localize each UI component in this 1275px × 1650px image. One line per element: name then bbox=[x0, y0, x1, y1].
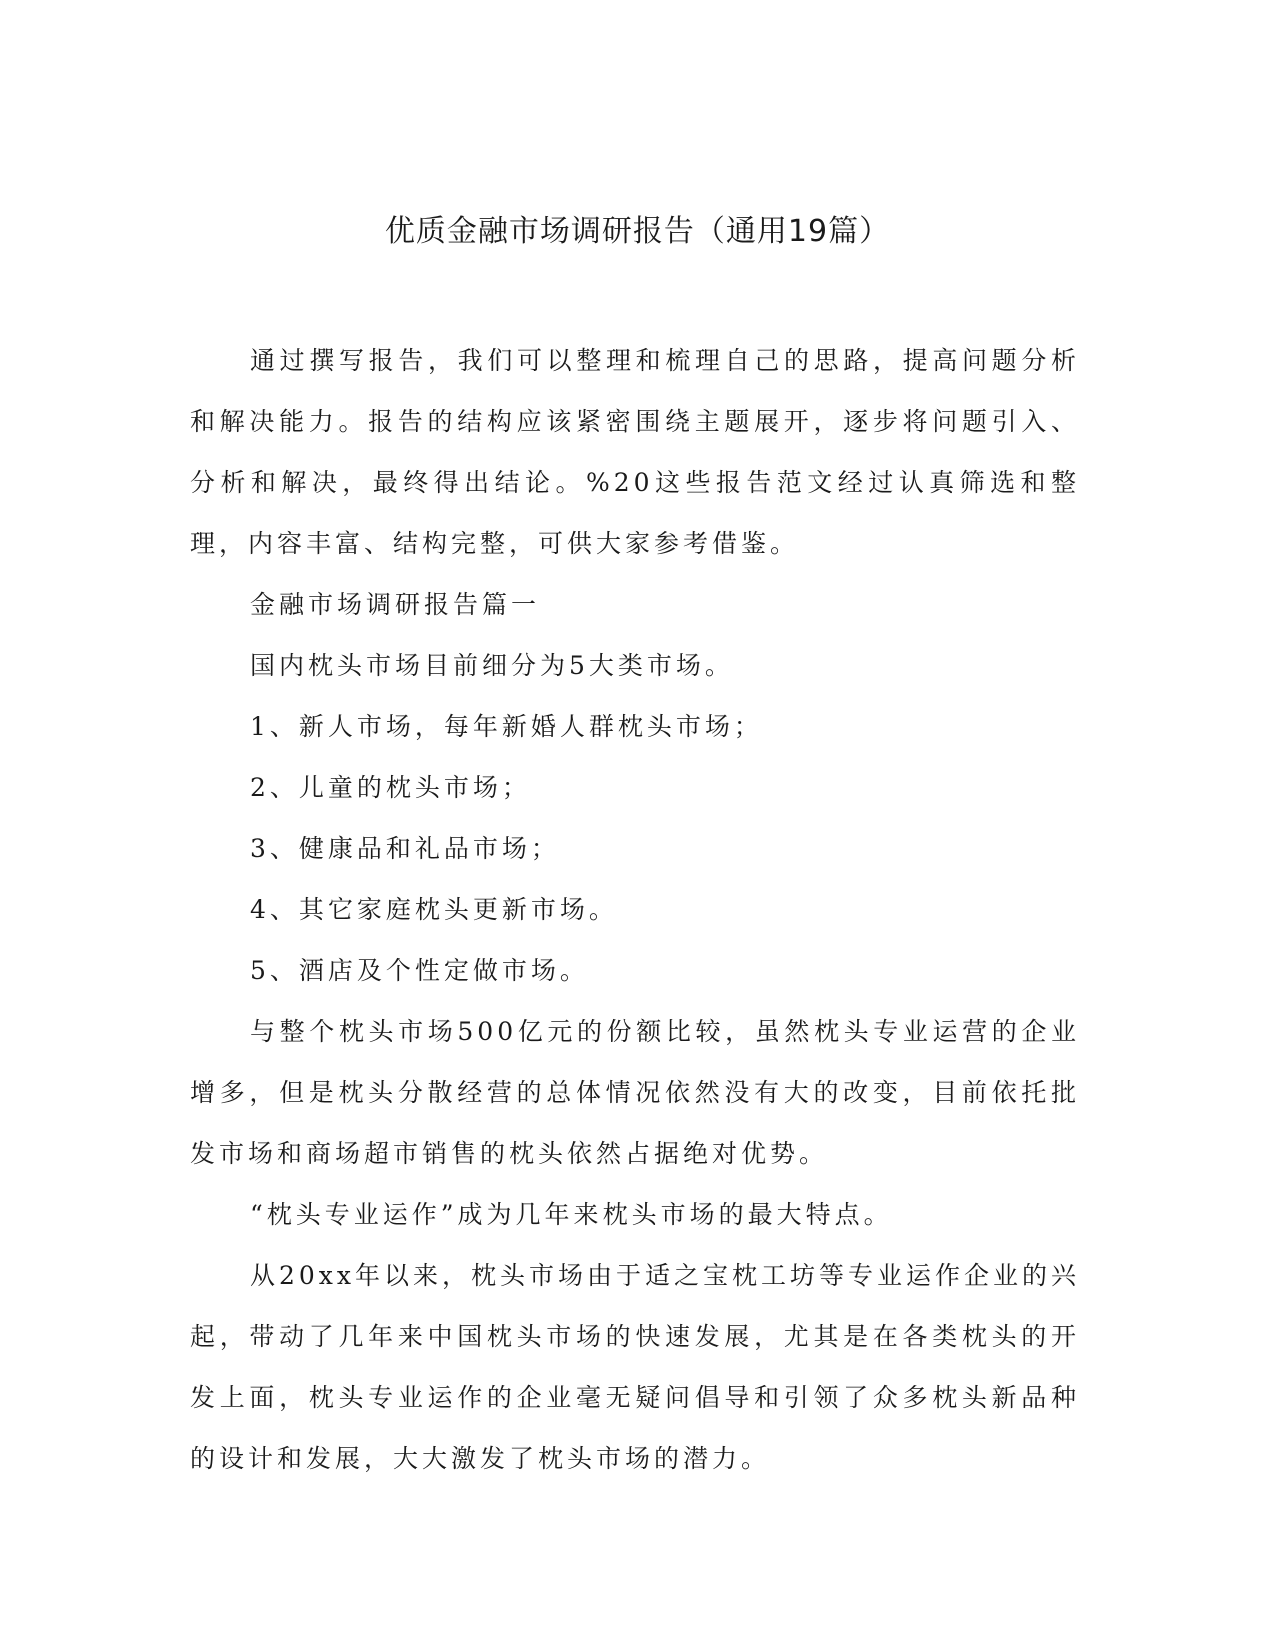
document-title: 优质金融市场调研报告（通用19篇） bbox=[384, 214, 891, 249]
market-share-paragraph: 与整个枕头市场500亿元的份额比较，虽然枕头专业运营的企业增多，但是枕头分散经营的总体情况依然没有大的改变，目前依托批发市场和商场超市销售的枕头依然占据绝对优势。 bbox=[190, 1017, 1080, 1168]
intro-paragraph: 通过撰写报告，我们可以整理和梳理自己的思路，提高问题分析和解决能力。报告的结构应该紧密围绕主题展开，逐步将问题引入、分析和解决，最终得出结论。%20这些报告范文经过认真筛选和整理，内容丰富、结构完整，可供大家参考借鉴。 bbox=[190, 346, 1080, 558]
list-item: 5、酒店及个性定做市场。 bbox=[250, 956, 589, 985]
section-heading: 金融市场调研报告篇一 bbox=[250, 590, 541, 619]
list-item: 2、儿童的枕头市场； bbox=[250, 773, 531, 802]
list-item: 1、新人市场，每年新婚人群枕头市场； bbox=[250, 712, 763, 741]
list-item: 3、健康品和礼品市场； bbox=[250, 834, 560, 863]
development-paragraph: 从20xx年以来，枕头市场由于适之宝枕工坊等专业运作企业的兴起，带动了几年来中国枕头市场的快速发展，尤其是在各类枕头的开发上面，枕头专业运作的企业毫无疑问倡导和引领了众多枕头新品种的设计和发展，大大激发了枕头市场的潜力。 bbox=[190, 1261, 1081, 1473]
list-item: 4、其它家庭枕头更新市场。 bbox=[250, 895, 618, 924]
market-summary-paragraph: 国内枕头市场目前细分为5大类市场。 bbox=[250, 651, 734, 680]
feature-paragraph: “枕头专业运作”成为几年来枕头市场的最大特点。 bbox=[250, 1200, 893, 1229]
document-body bbox=[190, 330, 1080, 1489]
